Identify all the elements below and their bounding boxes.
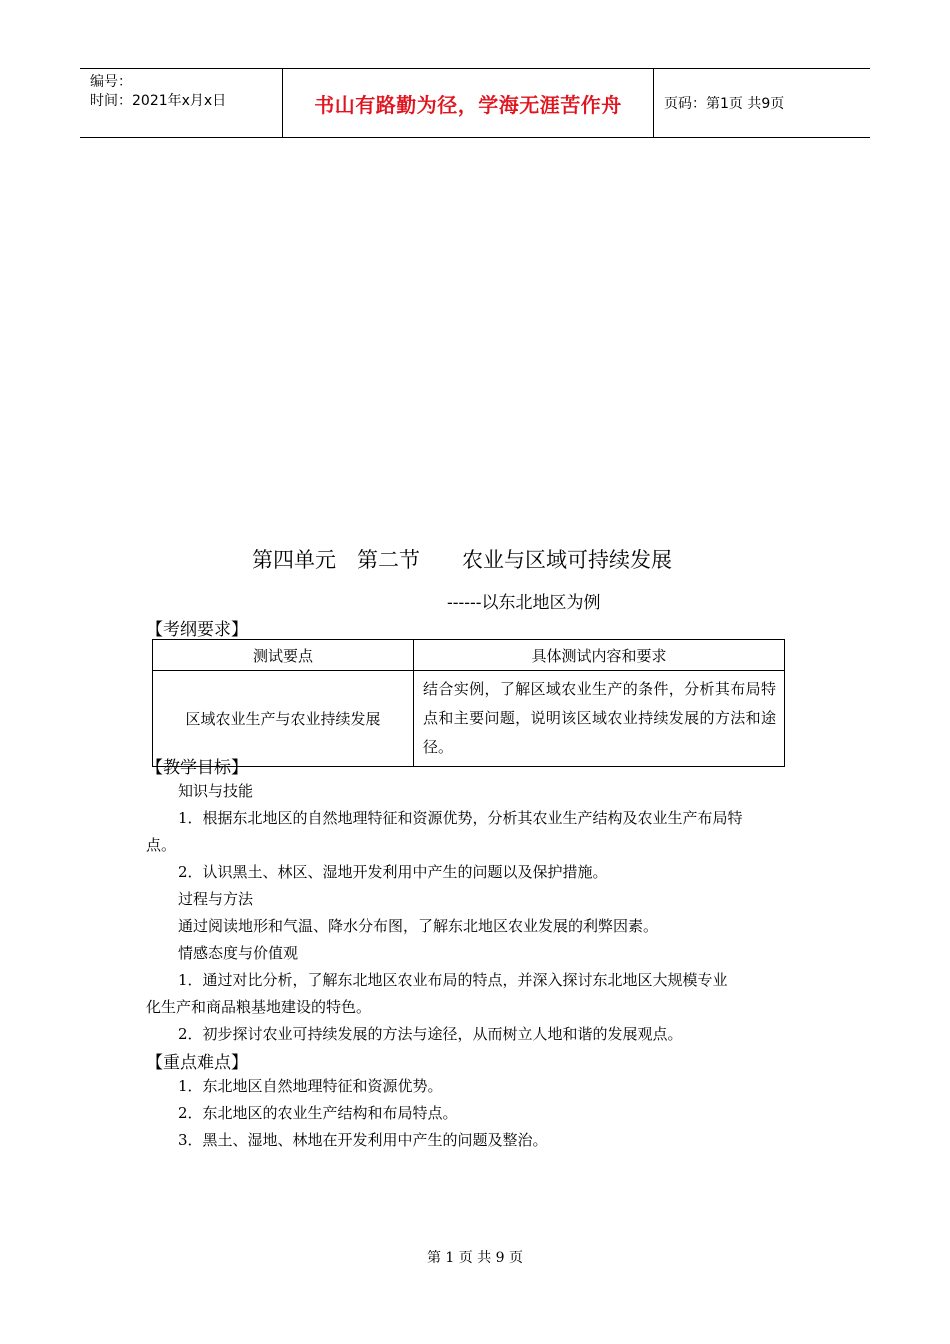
table-header-row [153, 640, 785, 671]
goal-item: 2．认识黑土、林区、湿地开发利用中产生的问题以及保护措施。 [178, 863, 608, 881]
goal-heading-knowledge: 知识与技能 [178, 782, 254, 800]
goal-heading-attitude: 情感态度与价值观 [178, 944, 299, 962]
goal-heading-process: 过程与方法 [178, 890, 254, 908]
section-zhongdian: 【重点难点】 [146, 1053, 248, 1073]
table-header-cell: 具体测试内容和要求 [414, 640, 785, 671]
lesson-title: 第四单元 第二节 农业与区域可持续发展 [252, 548, 672, 572]
page-footer: 第 1 页 共 9 页 [426, 1250, 524, 1266]
keypoint-item: 2．东北地区的农业生产结构和布局特点。 [178, 1104, 458, 1122]
keypoint-item: 3．黑土、湿地、林地在开发利用中产生的问题及整治。 [178, 1131, 548, 1149]
section-kaogang: 【考纲要求】 [146, 620, 248, 640]
test-point-cell: 区域农业生产与农业持续发展 [153, 671, 414, 767]
header-motto-cell [282, 69, 654, 137]
goal-item-continued: 点。 [146, 836, 177, 854]
motto-text: 书山有路勤为径，学海无涯苦作舟 [314, 92, 622, 117]
goal-item: 2．初步探讨农业可持续发展的方法与途径，从而树立人地和谐的发展观点。 [178, 1025, 683, 1043]
lesson-subtitle: ------以东北地区为例 [447, 593, 601, 613]
goal-item: 通过阅读地形和气温、降水分布图，了解东北地区农业发展的利弊因素。 [178, 917, 659, 935]
keypoint-item: 1．东北地区自然地理特征和资源优势。 [178, 1077, 443, 1095]
goal-item: 1．通过对比分析，了解东北地区农业布局的特点，并深入探讨东北地区大规模专业 [178, 971, 728, 989]
header-page-cell [654, 69, 870, 137]
section-mubiao: 【教学目标】 [146, 758, 248, 778]
requirements-table [152, 639, 785, 767]
test-content-cell: 结合实例，了解区域农业生产的条件，分析其布局特点和主要问题，说明该区域农业持续发展的方法和途径。 [414, 671, 785, 767]
number-label: 编号： [90, 74, 132, 90]
time-label: 时间：2021年x月x日 [90, 93, 227, 109]
table-header-cell: 测试要点 [153, 640, 414, 671]
goal-item-continued: 化生产和商品粮基地建设的特色。 [146, 998, 372, 1016]
page-info: 页码：第1页 共9页 [664, 96, 785, 112]
header-left-cell [80, 69, 282, 137]
goal-item: 1．根据东北地区的自然地理特征和资源优势，分析其农业生产结构及农业生产布局特 [178, 809, 743, 827]
document-header [80, 68, 870, 138]
